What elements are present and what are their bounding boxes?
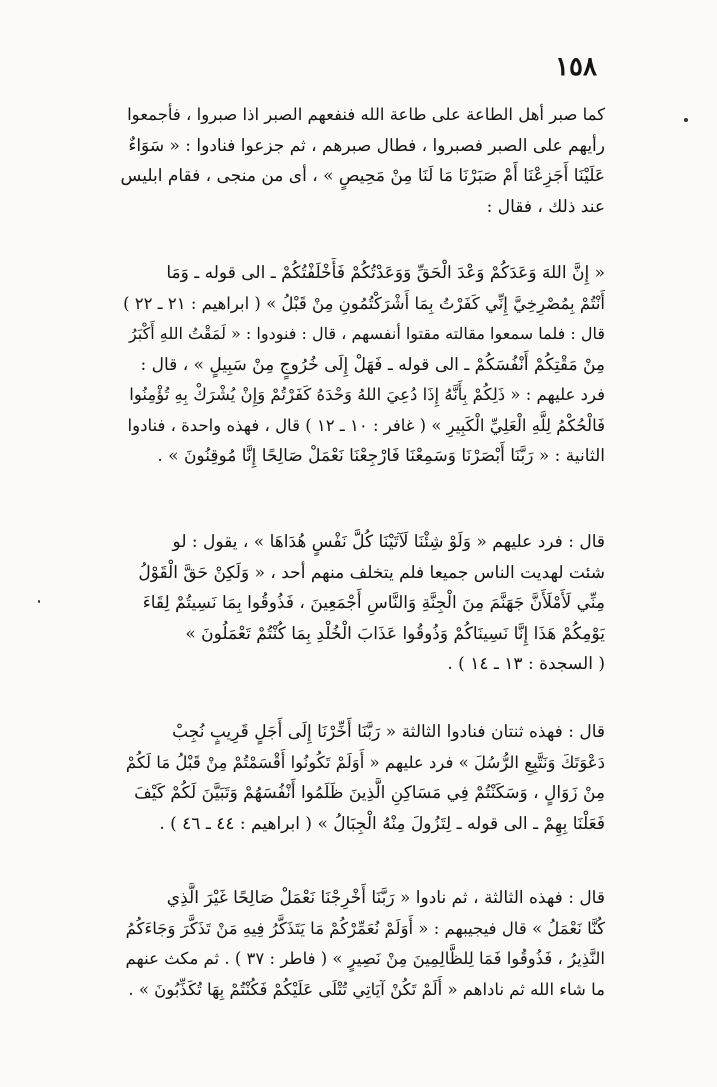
text-line: مِنْ زَوَالٍ ، وَسَكَنْتُمْ فِي مَسَاكِنِ الَّذِينَ ظَلَمُوا أَنْفُسَهُمْ وَتَبَيَّنَ لَكُمْ كَيْفَ: [134, 783, 605, 803]
text-line: مِنْ مَقْتِكُمْ أَنْفُسَكُمْ ـ الى قوله ـ فَهَلْ إِلَى خُرُوجٍ مِنْ سَبِيلٍ » ، قال :: [140, 354, 605, 375]
text-line: فَعَلْنَا بِهِمْ ـ الى قوله ـ لِتَزُولَ مِنْهُ الْجِبَالُ » ( ابراهيم : ٤٤ ـ ٤٦ ) .: [159, 813, 605, 834]
paragraph-2: [117, 258, 605, 472]
text-line: كُنَّا نَعْمَلُ » قال فيجيبهم : « أَوَلَمْ نُعَمِّرْكُمْ مَا يَتَذَكَّرُ فِيهِ مَنْ تَذَكَّرَ وَجَاءَكُمُ: [125, 918, 605, 938]
text-line: عَلَيْنَا أَجَزِعْنَا أَمْ صَبَرْنَا مَا لَنَا مِنْ مَحِيصٍ » ، أى من منجى ، فقام ابليس: [120, 166, 605, 186]
paragraph-1: [117, 100, 605, 222]
text-line: مِنِّي لَأَمْلَأَنَّ جَهَنَّمَ مِنَ الْجِنَّةِ وَالنَّاسِ أَجْمَعِينَ ، فَذُوقُوا بِمَا نَسِيتُمْ لِقَاءَ: [142, 593, 605, 613]
text-line: رأيهم على الصبر فصبروا ، فطال صبرهم ، ثم جزعوا فنادوا : « سَوَاءٌ: [128, 135, 605, 156]
text-line: قال : فهذه ثنتان فنادوا الثالثة « رَبَّنَا أَخِّرْنَا إِلَى أَجَلٍ قَرِيبٍ نُجِبْ: [172, 722, 605, 742]
text-line: قال : فرد عليهم « وَلَوْ شِئْنَا لَآتَيْنَا كُلَّ نَفْسٍ هُدَاهَا » ، يقول : لو: [172, 532, 605, 552]
paragraph-4: [117, 717, 605, 839]
text-line: كما صبر أهل الطاعة على طاعة الله فنفعهم الصبر اذا صبروا ، فأجمعوا: [127, 105, 605, 124]
text-line: دَعْوَتَكَ وَنَتَّبِعِ الرُّسُلَ » فرد عليهم « أَوَلَمْ تَكُونُوا أَقْسَمْتُمْ مِنْ قَبْلُ مَا لَكُمْ: [125, 752, 605, 772]
text-line: ( السجدة : ١٣ ـ ١٤ ) .: [447, 654, 605, 674]
ink-speck: [38, 600, 40, 603]
text-line: فرد عليهم : « ذَلِكُمْ بِأَنَّهُ إِذَا دُعِيَ اللهُ وَحْدَهُ كَفَرْتُمْ وَإِنْ يُشْرَكْ بِهِ تُؤْمِنُوا: [129, 385, 605, 404]
text-line: شئت لهديت الناس جميعا فلم يتخلف منهم أحد ، « وَلَكِنْ حَقَّ الْقَوْلُ: [138, 562, 605, 583]
text-line: فَالْحُكْمُ لِلَّهِ الْعَلِيِّ الْكَبِيرِ » ( غافر : ١٠ ـ ١٢ ) قال ، فهذه واحدة ، فنادوا: [127, 415, 605, 435]
text-line: قال : فلما سمعوا مقالته مقتوا أنفسهم ، قال : فنودوا : « لَمَقْتُ اللهِ أَكْبَرُ: [128, 324, 605, 343]
text-line: ما شاء الله ثم ناداهم « أَلَمْ تَكُنْ آيَاتِي تُتْلَى عَلَيْكُمْ فَكُنْتُمْ بِهَا تُكَذِّبُونَ » .: [128, 979, 605, 999]
text-line: يَوْمِكُمْ هَذَا إِنَّا نَسِينَاكُمْ وَذُوقُوا عَذَابَ الْخُلْدِ بِمَا كُنْتُمْ تَعْمَلُونَ »: [185, 623, 605, 644]
paragraph-3: [117, 527, 605, 680]
paragraph-5: [117, 883, 605, 1005]
text-line: « إِنَّ اللهَ وَعَدَكُمْ وَعْدَ الْحَقِّ وَوَعَدْتُكُمْ فَأَخْلَفْتُكُمْ ـ الى قوله ـ وَمَا: [166, 263, 605, 283]
text-line: قال : فهذه الثالثة ، ثم نادوا « رَبَّنَا أَخْرِجْنَا نَعْمَلْ صَالِحًا غَيْرَ الَّذِي: [166, 888, 605, 908]
text-line: عند ذلك ، فقال :: [486, 196, 605, 217]
text-line: أَنْتُمْ بِمُصْرِخِيَّ إِنِّي كَفَرْتُ بِمَا أَشْرَكْتُمُونِ مِنْ قَبْلُ » ( ابراهيم : ٢١ ـ ٢٢ ): [123, 293, 605, 313]
text-line: النَّذِيرُ ، فَذُوقُوا فَمَا لِلظَّالِمِينَ مِنْ نَصِيرٍ » ( فاطر : ٣٧ ) . ثم مكث عنهم: [125, 949, 605, 968]
ink-speck: [684, 118, 688, 122]
page-number: ١٥٨: [555, 52, 597, 82]
text-line: الثانية : « رَبَّنَا أَبْصَرْنَا وَسَمِعْنَا فَارْجِعْنَا نَعْمَلْ صَالِحًا إِنَّا مُوقِنُونَ » .: [157, 446, 605, 466]
